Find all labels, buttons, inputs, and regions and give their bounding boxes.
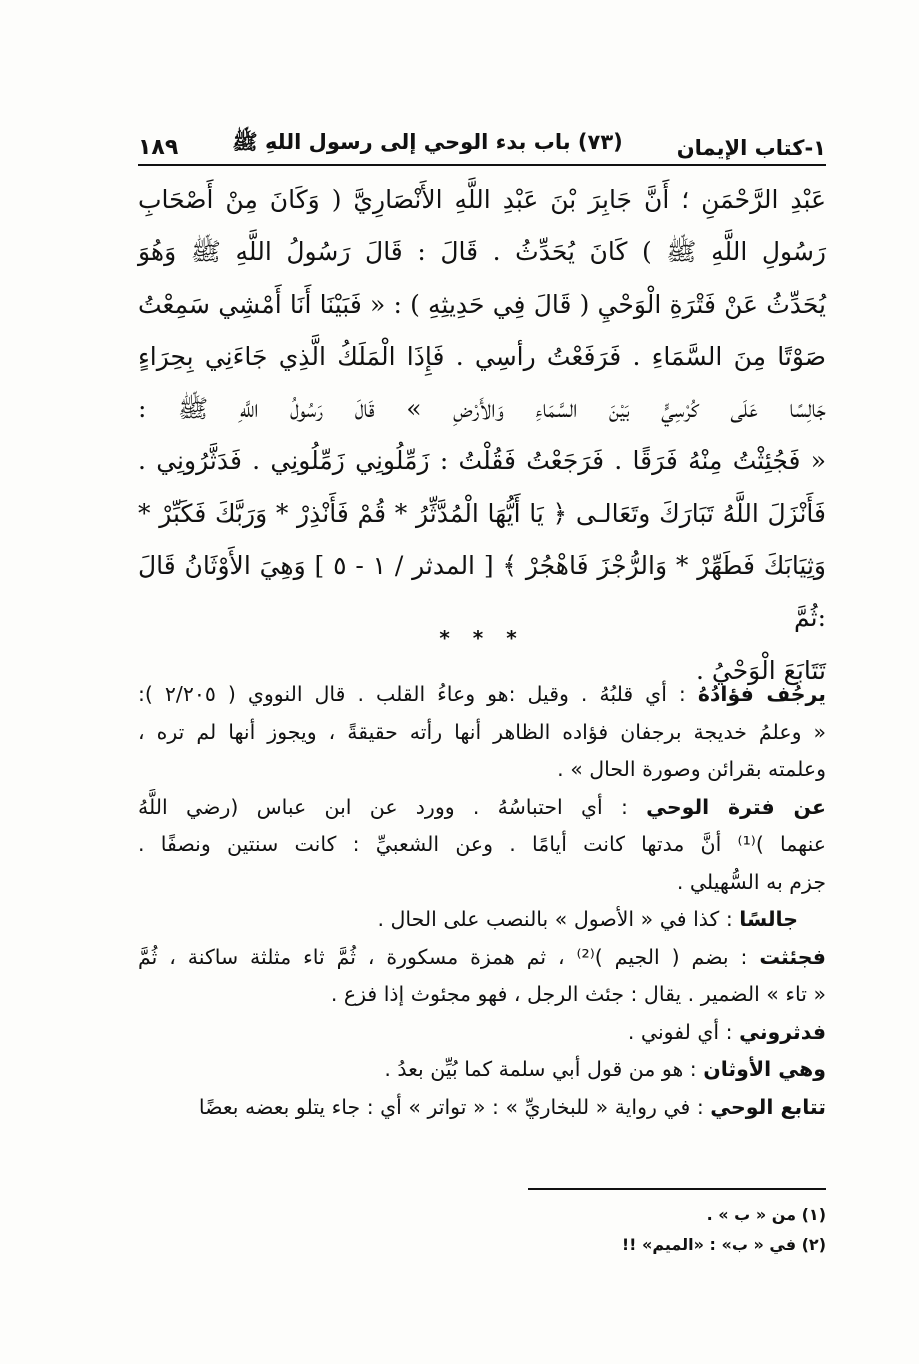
chapter-title: (٧٣) باب بدء الوحي إلى رسول اللهِ ﷺ <box>232 130 623 154</box>
footnote: (٢) في « ب» : «الميم» !! <box>621 1235 826 1254</box>
entry-term: فدثروني <box>739 1019 826 1044</box>
footnote-divider <box>528 1188 826 1190</box>
hadith-line: تَتَابَعَ الْوَحْيُ . <box>696 655 826 685</box>
entry-text: : أي قلبُهُ . وقيل :هو وعاءُ القلب . قال النووي ( ٢/٢٠٥ ): <box>138 682 686 706</box>
commentary-line <box>138 901 798 939</box>
hadith-line: فَأَنْزَلَ اللَّهُ تَبَارَكَ وتَعَالـى ﴿ يَا أَيُّهَا الْمُدَّثِّرُ * قُمْ فَأَنْذِرْ * وَرَبَّكَ فَكَبِّرْ * <box>138 498 826 528</box>
footnotes <box>138 1200 826 1260</box>
hadith-text <box>138 174 826 697</box>
commentary-line: جزم به السُّهيلي . <box>676 869 826 894</box>
hadith-line: وَثِيَابَكَ فَطَهِّرْ * وَالرُّجْزَ فَاهْجُرْ ﴾ [ المدثر / ١ - ٥ ] وَهِيَ الأَوْثَانُ قَالَ :ثُمَّ <box>138 551 827 633</box>
entry-text: : بضم ( الجيم )⁽²⁾ ، ثم همزة مسكورة ، ثُمَّ ثاء مثلثة ساكنة ، ثُمَّ <box>138 944 748 969</box>
hadith-line: « فَجُئِثْتُ مِنْهُ فَرَقًا . فَرَجَعْتُ فَقُلْتُ : زَمِّلُونِي زَمِّلُونِي . فَدَثَّرُونِي . <box>138 446 826 476</box>
commentary-entry <box>138 939 826 1014</box>
commentary-line <box>138 789 826 827</box>
commentary-line <box>138 1014 826 1052</box>
entry-term: وهي الأوثان <box>703 1057 826 1081</box>
hadith-line: رَسُولِ اللَّهِ ﷺ ) كَانَ يُحَدِّثُ . قَالَ : قَالَ رَسُولُ اللَّهِ ﷺ وَهُوَ <box>138 237 826 267</box>
entry-term: جالسًا <box>739 907 798 931</box>
entry-term: تتابع الوحي <box>710 1094 826 1119</box>
commentary-line: « وعلمُ خديجة برجفان فؤاده الظاهر أنها رأته حقيقةً ، ويجوز أنها لم تره ، <box>138 719 826 744</box>
entry-term: فجئثت <box>759 944 826 969</box>
commentary-line: « تاء » الضمير . يقال : جئث الرجل ، فهو مجئوث إذا فزع . <box>330 982 826 1006</box>
book-title: ١-كتاب الإيمان <box>676 136 826 160</box>
commentary-entry <box>138 901 826 939</box>
commentary-line: وعلمته بقرائن وصورة الحال » . <box>557 757 826 781</box>
commentary-line <box>138 939 826 977</box>
commentary-entry <box>138 676 826 789</box>
commentary-entry <box>138 1089 826 1127</box>
entry-term: عن فترة الوحي <box>646 794 826 819</box>
entry-text: : أي احتباسُهُ . وورد عن ابن عباس (رضي اللَّهُ <box>138 794 628 819</box>
commentary-line <box>138 1051 826 1089</box>
commentary-entry <box>138 1051 826 1089</box>
section-separator: * * * <box>439 626 525 650</box>
entry-text: : كذا في « الأصول » بالنصب على الحال . <box>377 907 733 931</box>
commentary-entry <box>138 789 826 902</box>
commentary-line <box>138 676 826 714</box>
commentary-line: عنهما )⁽¹⁾ أنَّ مدتها كانت أيامًا . وعن الشعبيِّ : كانت سنتين ونصفًا . <box>138 832 826 856</box>
running-header <box>138 124 826 160</box>
entry-term: يرجُف فؤادُهُ <box>697 682 826 706</box>
footnote: (١) من « ب » . <box>706 1205 826 1224</box>
hadith-line: جَالِسًا عَلَى كُرْسِيٍّ بَيْنَ السَّمَاءِ وَالأَرْضِ » قَالَ رَسُولُ اللَّهِ ﷺ : <box>138 394 826 424</box>
commentary-entry <box>138 1014 826 1052</box>
entry-text: : في رواية « للبخاريِّ » : « تواتر » أي : جاء يتلو بعضه بعضًا <box>198 1094 704 1119</box>
hadith-line: عَبْدِ الرَّحْمَنِ ؛ أَنَّ جَابِرَ بْنَ عَبْدِ اللَّهِ الأَنْصَارِيَّ ( وَكَانَ مِنْ أَصْحَابِ <box>138 185 826 214</box>
hadith-line: يُحَدِّثُ عَنْ فَتْرَةِ الْوَحْيِ ( قَالَ فِي حَدِيثِهِ ) : « فَبَيْنَا أَنَا أَمْشِي سَمِعْتُ <box>138 289 826 319</box>
page-number: ١٨٩ <box>138 135 179 160</box>
hadith-line: صَوْتًا مِنَ السَّمَاءِ . فَرَفَعْتُ رأسِي . فَإِذَا الْمَلَكُ الَّذِي جَاءَنِي بِحِرَاءٍ <box>138 341 826 371</box>
entry-text: : أي لفوني . <box>627 1019 733 1044</box>
commentary-line <box>138 1089 826 1127</box>
commentary <box>138 676 826 1126</box>
entry-text: : هو من قول أبي سلمة كما بُيِّن بعدُ . <box>384 1057 697 1081</box>
header-divider <box>138 164 826 166</box>
